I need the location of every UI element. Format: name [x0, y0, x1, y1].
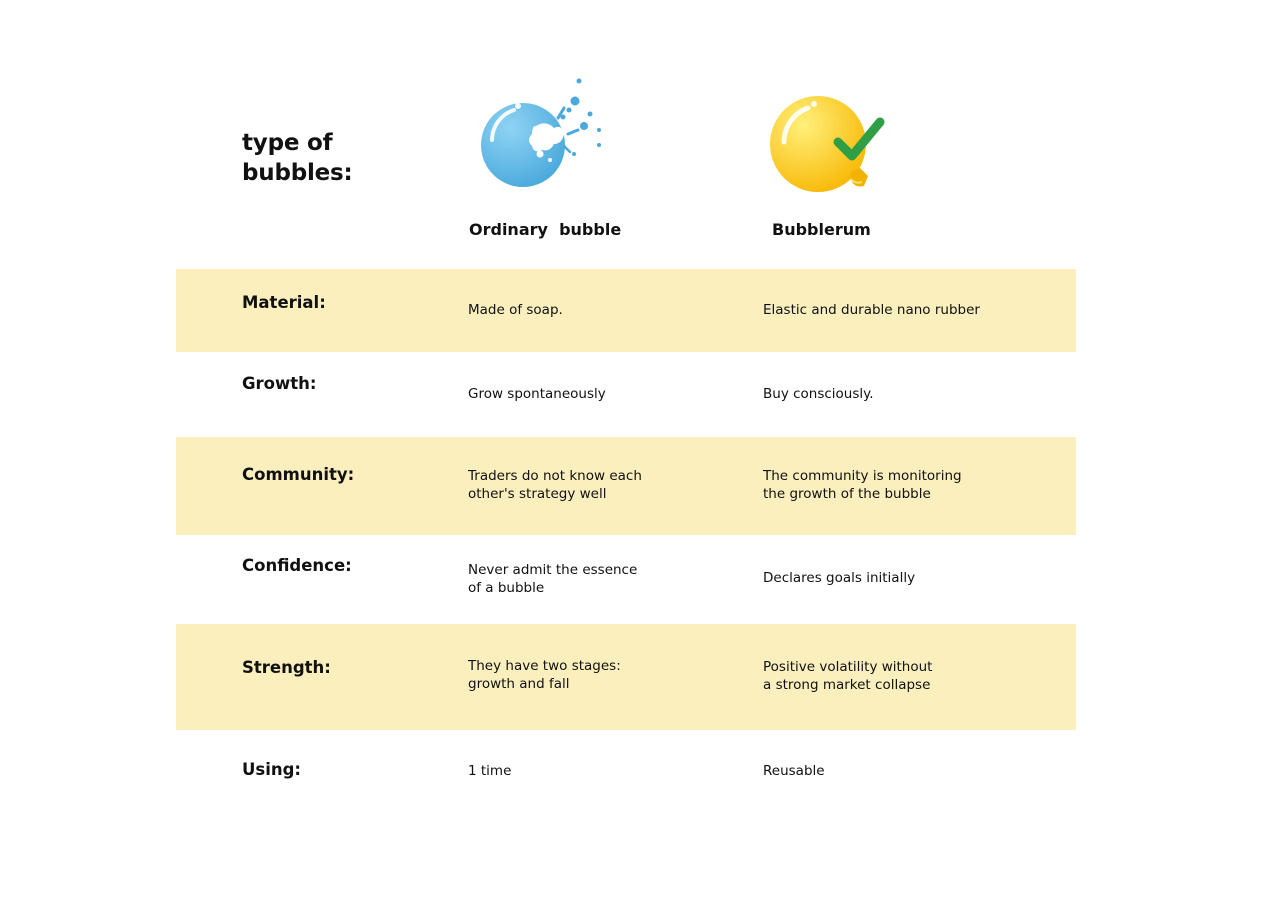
ordinary-cell: Never admit the essence of a bubble	[468, 562, 638, 596]
column-title-bubblerum: Bubblerum	[772, 220, 871, 239]
yellow-bubble-checkmark-icon	[768, 92, 892, 194]
comparison-row-strength	[176, 624, 1076, 730]
ordinary-cell: Made of soap.	[468, 302, 563, 318]
bubblerum-cell: Declares goals initially	[763, 570, 916, 586]
ordinary-cell: Grow spontaneously	[468, 386, 606, 402]
comparison-row-confidence	[176, 535, 1076, 624]
ordinary-cell: 1 time	[468, 763, 512, 779]
bubblerum-cell: Positive volatility without a strong market collapse	[763, 659, 933, 693]
row-label: Material:	[242, 293, 326, 312]
bubblerum-cell: Buy consciously.	[763, 386, 874, 402]
bubblerum-cell: The community is monitoring the growth of the bubble	[763, 468, 962, 502]
comparison-heading: type of bubbles:	[242, 130, 353, 186]
row-label: Growth:	[242, 374, 317, 393]
row-label: Strength:	[242, 658, 331, 677]
ordinary-cell: They have two stages: growth and fall	[468, 658, 621, 692]
row-label: Community:	[242, 465, 355, 484]
column-title-ordinary-bubble: Ordinary bubble	[469, 220, 622, 239]
bubblerum-cell: Reusable	[763, 763, 825, 779]
comparison-row-material	[176, 269, 1076, 352]
bursting-blue-bubble-icon	[478, 74, 608, 192]
bubblerum-cell: Elastic and durable nano rubber	[763, 302, 980, 318]
row-label: Using:	[242, 760, 302, 779]
comparison-row-community	[176, 437, 1076, 535]
row-label: Confidence:	[242, 556, 352, 575]
comparison-row-growth	[176, 352, 1076, 437]
comparison-row-using	[176, 730, 1076, 820]
ordinary-cell: Traders do not know each other's strategy well	[468, 468, 642, 502]
